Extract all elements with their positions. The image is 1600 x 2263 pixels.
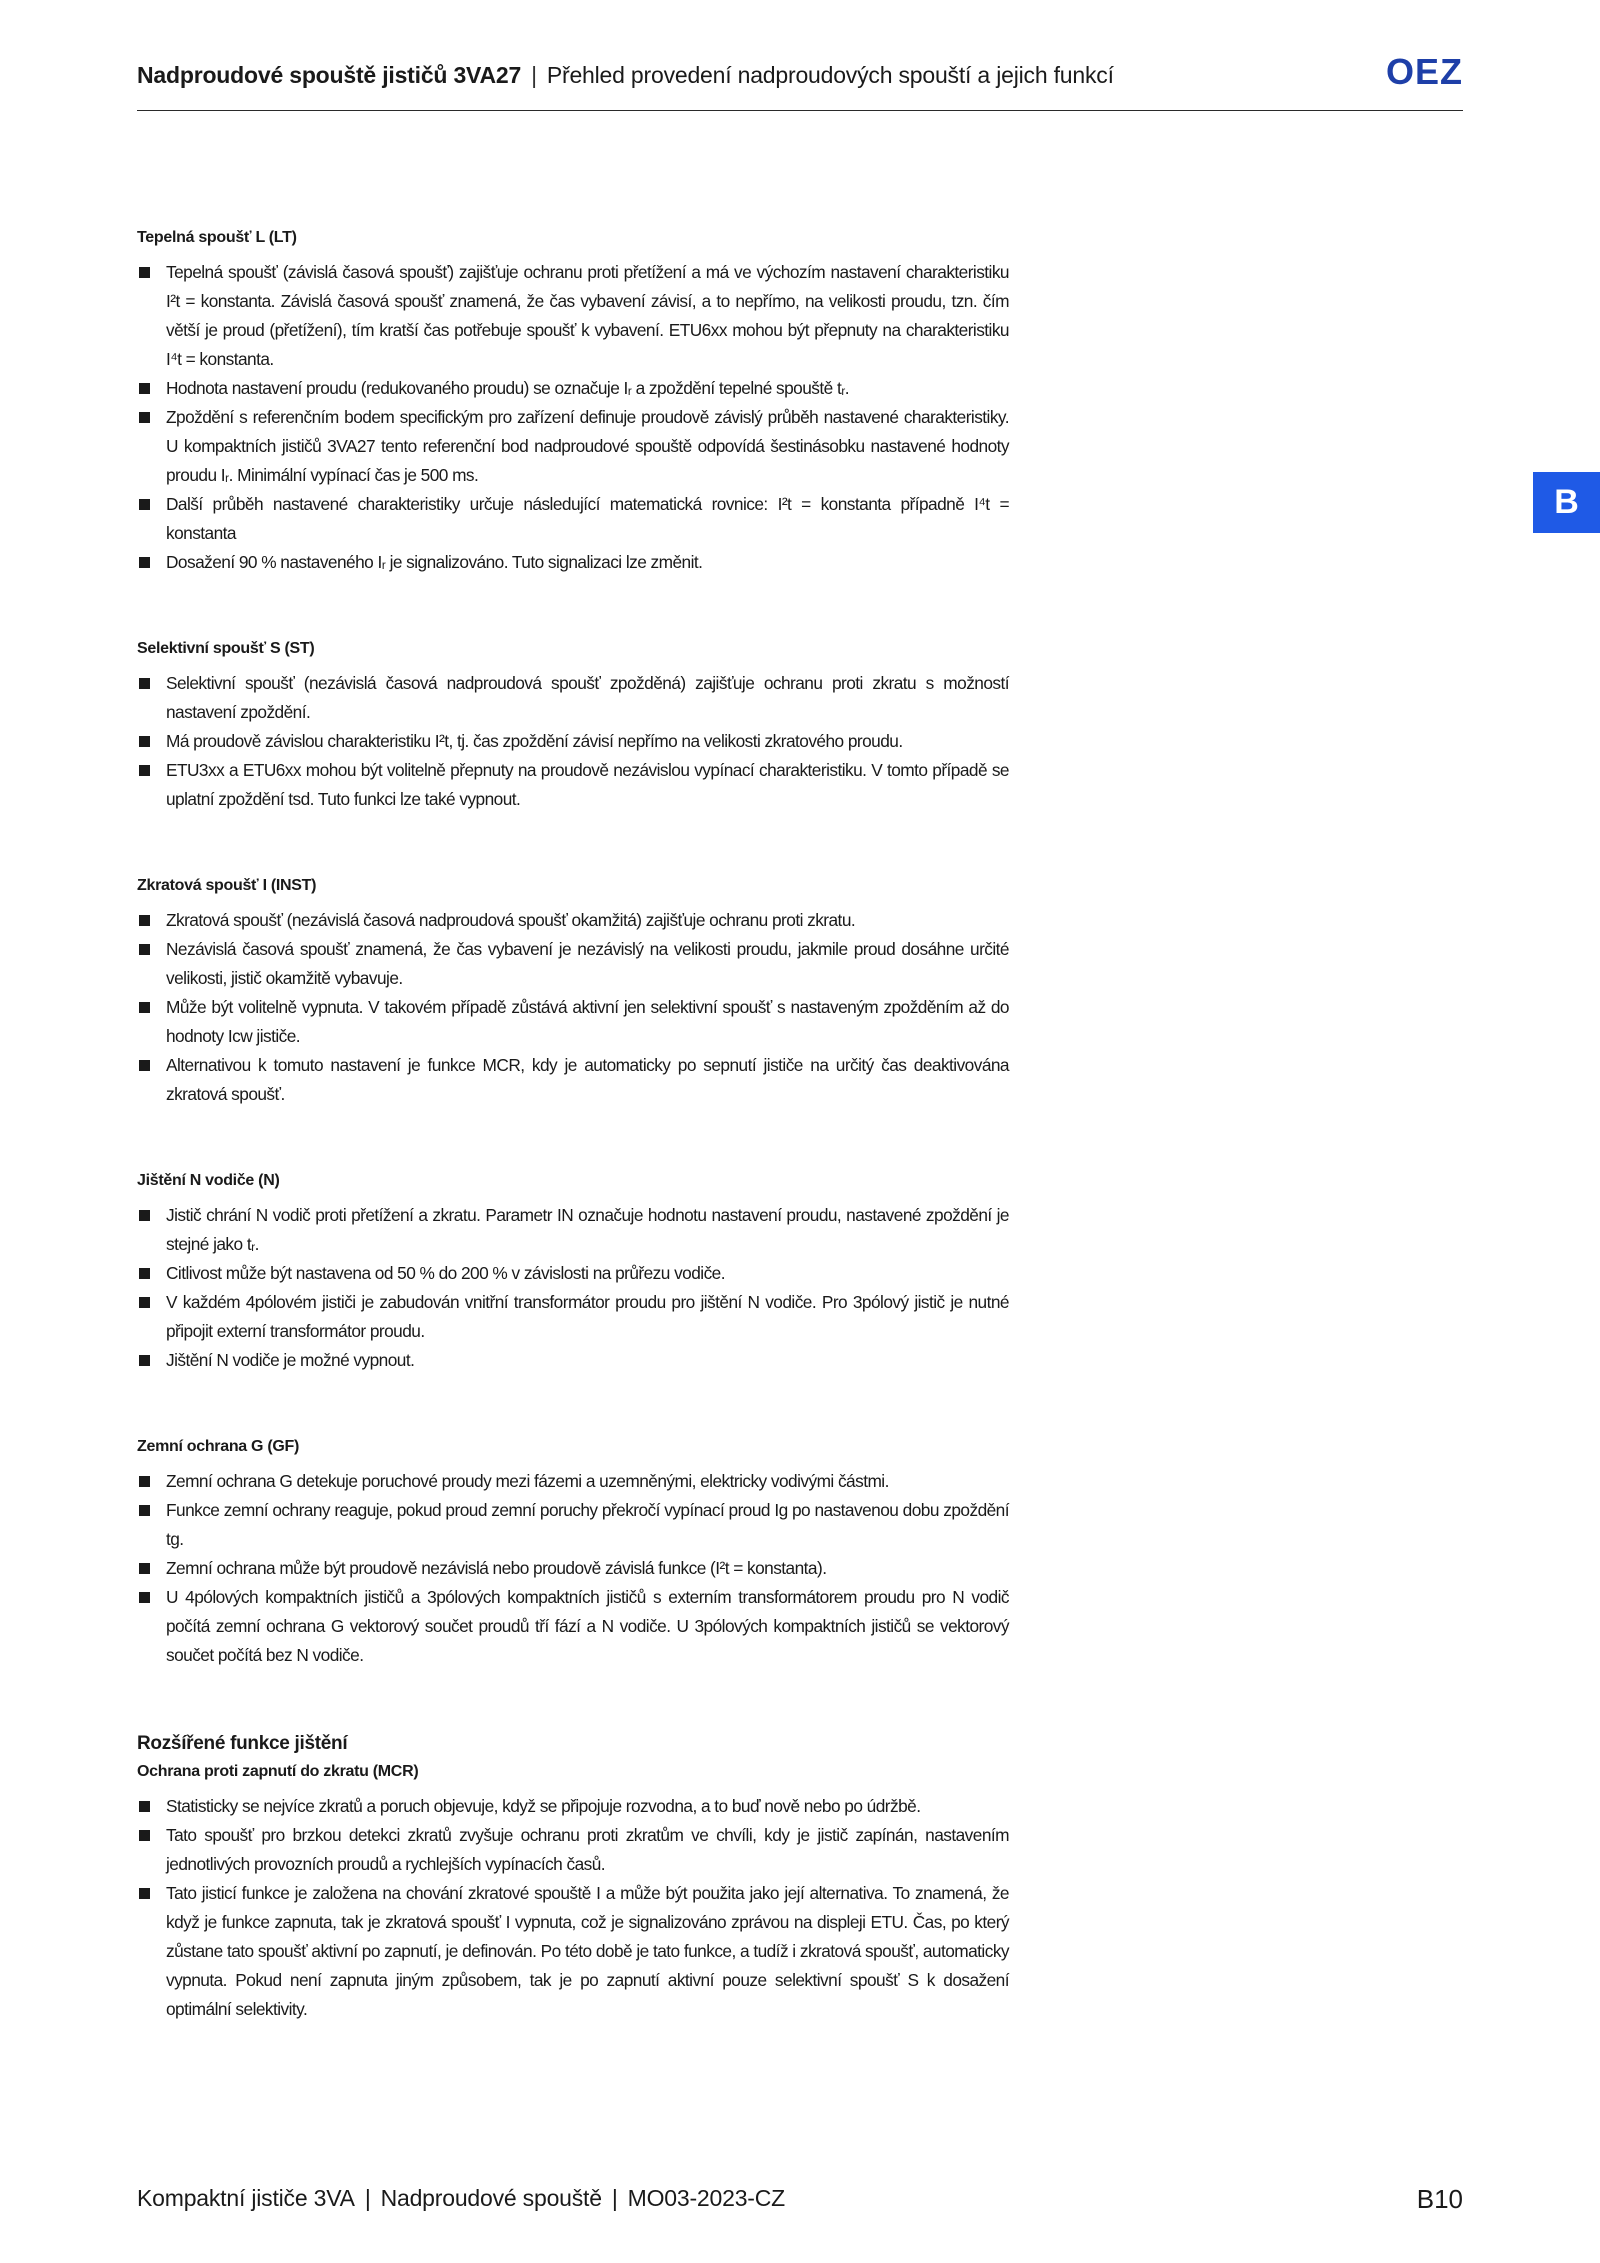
section-neutral-protection [137,1171,1009,1375]
section-title: Zkratová spoušť I (INST) [137,877,317,894]
oez-logo: OEZ [1385,51,1463,92]
header-title-main: Nadproudové spouště jističů 3VA27 [137,62,522,88]
header-separator: | [531,62,537,88]
footer-separator: | [364,2185,371,2211]
list-item: Citlivost může být nastavena od 50 % do 200 % v závislosti na průřezu vodiče. [137,1259,1009,1288]
list-item: U 4pólových kompaktních jističů a 3pólových kompaktních jističů s externím transformátorem proudu pro N vodič počítá zemní ochrana G vektorový součet proudů tří fází a N vodiče. U 3pólových kompaktních jističů se vektorový součet počítá bez N vodiče. [137,1583,1009,1670]
bullet-list [137,1201,1009,1375]
list-item: Zemní ochrana může být proudově nezávislá nebo proudově závislá funkce (I²t = konstanta). [137,1554,1009,1583]
footer-text [137,2183,785,2213]
header-title-sub: Přehled provedení nadproudových spouští a jejich funkcí [546,62,1114,88]
page-footer [137,2183,1463,2223]
section-title: Zemní ochrana G (GF) [137,1438,300,1455]
list-item: Hodnota nastavení proudu (redukovaného proudu) se označuje Iᵣ a zpoždění tepelné spouště tᵣ. [137,374,1009,403]
footer-separator: | [611,2185,618,2211]
list-item: Zemní ochrana G detekuje poruchové proudy mezi fázemi a uzemněnými, elektricky vodivými částmi. [137,1467,1009,1496]
header-title [137,60,1114,90]
list-item: V každém 4pólovém jističi je zabudován vnitřní transformátor proudu pro jištění N vodiče. Pro 3pólový jistič je nutné připojit externí transformátor proudu. [137,1288,1009,1346]
extended-subtitle: Ochrana proti zapnutí do zkratu (MCR) [137,1763,419,1780]
section-title: Jištění N vodiče (N) [137,1172,280,1189]
list-item: Jistič chrání N vodič proti přetížení a zkratu. Parametr IN označuje hodnotu nastavení proudu, nastavené zpoždění je stejné jako tᵣ. [137,1201,1009,1259]
list-item: Dosažení 90 % nastaveného Iᵣ je signalizováno. Tuto signalizaci lze změnit. [137,548,1009,577]
section-thermal-trip [137,228,1009,577]
footer-part-3: MO03-2023-CZ [627,2185,786,2211]
bullet-list [137,1792,1009,2024]
section-title: Selektivní spoušť S (ST) [137,640,315,657]
list-item: Nezávislá časová spoušť znamená, že čas vybavení je nezávislý na velikosti proudu, jakmile proud dosáhne určité velikosti, jistič okamžitě vybavuje. [137,935,1009,993]
bullet-list [137,669,1009,814]
section-ground-fault [137,1437,1009,1670]
main-content [137,228,1009,2024]
bullet-list [137,906,1009,1109]
extended-title: Rozšířené funkce jištění [137,1733,348,1754]
list-item: Tato spoušť pro brzkou detekci zkratů zvyšuje ochranu proti zkratům ve chvíli, kdy je jistič zapínán, nastavením jednotlivých provozních proudů a rychlejších vypínacích časů. [137,1821,1009,1879]
page-header [137,51,1463,111]
list-item: Tepelná spoušť (závislá časová spoušť) zajišťuje ochranu proti přetížení a má ve výchozím nastavení charakteristiku I²t = konstanta. Závislá časová spoušť znamená, že čas vybavení závisí, a to nepřímo, na velikosti proudu, tzn. čím větší je proud (přetížení), tím kratší čas potřebuje spoušť k vybavení. ETU6xx mohou být přepnuty na charakteristiku I⁴t = konstanta. [137,258,1009,374]
section-extended-functions [137,1732,1009,2024]
list-item: Alternativou k tomuto nastavení je funkce MCR, kdy je automaticky po sepnutí jističe na určitý čas deaktivována zkratová spoušť. [137,1051,1009,1109]
bullet-list [137,258,1009,577]
footer-part-2: Nadproudové spouště [380,2185,602,2211]
list-item: Může být volitelně vypnuta. V takovém případě zůstává aktivní jen selektivní spoušť s nastaveným zpožděním až do hodnoty Icw jističe. [137,993,1009,1051]
footer-part-1: Kompaktní jističe 3VA [137,2185,355,2211]
list-item: Má proudově závislou charakteristiku I²t, tj. čas zpoždění závisí nepřímo na velikosti zkratového proudu. [137,727,1009,756]
bullet-list [137,1467,1009,1670]
chapter-tab: B [1533,472,1600,533]
section-short-circuit-trip [137,876,1009,1109]
page-number: B10 [1416,2184,1463,2214]
list-item: Tato jisticí funkce je založena na chování zkratové spouště I a může být použita jako její alternativa. To znamená, že když je funkce zapnuta, tak je zkratová spoušť I vypnuta, což je signalizováno zprávou na displeji ETU. Čas, po který zůstane tato spoušť aktivní po zapnutí, je definován. Po této době je tato funkce, a tudíž i zkratová spoušť, automaticky vypnuta. Pokud není zapnuta jiným způsobem, tak je po zapnutí aktivní pouze selektivní spoušť S k dosažení optimální selektivity. [137,1879,1009,2024]
list-item: Selektivní spoušť (nezávislá časová nadproudová spoušť zpožděná) zajišťuje ochranu proti zkratu s možností nastavení zpoždění. [137,669,1009,727]
list-item: Další průběh nastavené charakteristiky určuje následující matematická rovnice: I²t = konstanta případně I⁴t = konstanta [137,490,1009,548]
list-item: Jištění N vodiče je možné vypnout. [137,1346,1009,1375]
section-title: Tepelná spoušť L (LT) [137,229,297,246]
list-item: Funkce zemní ochrany reaguje, pokud proud zemní poruchy překročí vypínací proud Ig po nastavenou dobu zpoždění tg. [137,1496,1009,1554]
section-selective-trip [137,639,1009,814]
list-item: Zpoždění s referenčním bodem specifickým pro zařízení definuje proudově závislý průběh nastavené charakteristiky. U kompaktních jističů 3VA27 tento referenční bod nadproudové spouště odpovídá šestinásobku nastavené hodnoty proudu Iᵣ. Minimální vypínací čas je 500 ms. [137,403,1009,490]
list-item: Zkratová spoušť (nezávislá časová nadproudová spoušť okamžitá) zajišťuje ochranu proti zkratu. [137,906,1009,935]
list-item: ETU3xx a ETU6xx mohou být volitelně přepnuty na proudově nezávislou vypínací charakteristiku. V tomto případě se uplatní zpoždění tsd. Tuto funkci lze také vypnout. [137,756,1009,814]
list-item: Statisticky se nejvíce zkratů a poruch objevuje, když se připojuje rozvodna, a to buď nově nebo po údržbě. [137,1792,1009,1821]
